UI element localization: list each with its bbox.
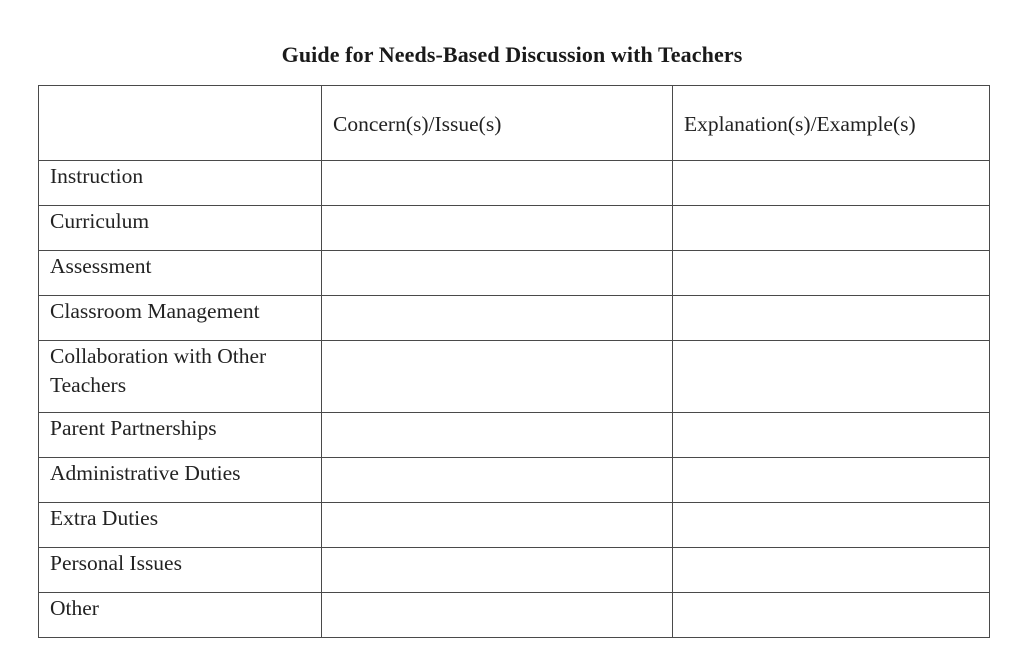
table-row xyxy=(39,296,990,341)
explanation-cell[interactable] xyxy=(673,458,990,503)
topic-cell xyxy=(39,458,322,503)
explanation-cell[interactable] xyxy=(673,413,990,458)
explanation-cell[interactable] xyxy=(673,206,990,251)
explanation-cell[interactable] xyxy=(673,251,990,296)
topic-cell xyxy=(39,296,322,341)
table-row xyxy=(39,206,990,251)
explanation-cell[interactable] xyxy=(673,548,990,593)
topic-cell xyxy=(39,341,322,413)
topic-cell xyxy=(39,413,322,458)
concern-cell[interactable] xyxy=(322,413,673,458)
concern-cell[interactable] xyxy=(322,458,673,503)
table-row xyxy=(39,593,990,638)
header-cell-topic xyxy=(39,86,322,161)
topic-cell xyxy=(39,503,322,548)
table-row xyxy=(39,458,990,503)
topic-cell xyxy=(39,548,322,593)
topic-cell xyxy=(39,593,322,638)
concern-cell[interactable] xyxy=(322,161,673,206)
topic-label: Personal Issues xyxy=(50,551,182,575)
concern-cell[interactable] xyxy=(322,206,673,251)
topic-label: Instruction xyxy=(50,164,144,188)
explanation-cell[interactable] xyxy=(673,161,990,206)
topic-label: Curriculum xyxy=(50,209,150,233)
document-title: Guide for Needs-Based Discussion with Teachers xyxy=(281,42,743,67)
table-row xyxy=(39,161,990,206)
table-header-row xyxy=(39,86,990,161)
table-row xyxy=(39,413,990,458)
concern-cell[interactable] xyxy=(322,341,673,413)
topic-cell xyxy=(39,251,322,296)
concern-cell[interactable] xyxy=(322,548,673,593)
concern-cell[interactable] xyxy=(322,503,673,548)
needs-discussion-table xyxy=(38,85,990,638)
topic-label: Other xyxy=(50,596,99,620)
topic-label: Assessment xyxy=(50,254,152,278)
concern-cell[interactable] xyxy=(322,593,673,638)
concern-cell[interactable] xyxy=(322,251,673,296)
topic-label: Collaboration with Other Teachers xyxy=(50,344,267,397)
topic-label: Classroom Management xyxy=(50,299,260,323)
topic-cell xyxy=(39,161,322,206)
table-row xyxy=(39,503,990,548)
table-row xyxy=(39,548,990,593)
topic-label: Administrative Duties xyxy=(50,461,241,485)
header-concerns-label: Concern(s)/Issue(s) xyxy=(333,111,502,136)
table-row xyxy=(39,341,990,413)
topic-label: Extra Duties xyxy=(50,506,159,530)
table-row xyxy=(39,251,990,296)
header-cell-concerns xyxy=(322,86,673,161)
explanation-cell[interactable] xyxy=(673,503,990,548)
explanation-cell[interactable] xyxy=(673,593,990,638)
topic-label: Parent Partnerships xyxy=(50,416,217,440)
explanation-cell[interactable] xyxy=(673,296,990,341)
concern-cell[interactable] xyxy=(322,296,673,341)
explanation-cell[interactable] xyxy=(673,341,990,413)
header-topic-label xyxy=(39,122,321,124)
header-explanations-label: Explanation(s)/Example(s) xyxy=(684,111,916,136)
header-cell-explanations xyxy=(673,86,990,161)
topic-cell xyxy=(39,206,322,251)
